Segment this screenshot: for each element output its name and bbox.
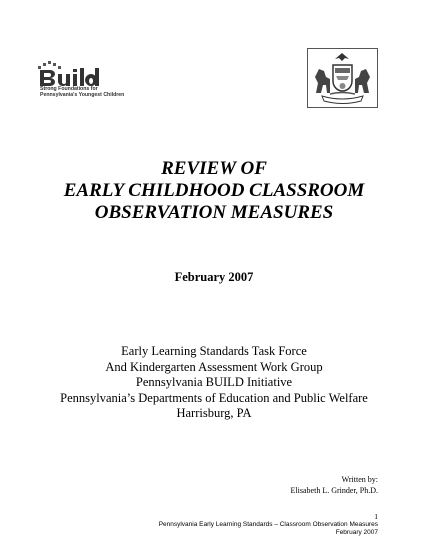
build-tagline-line2: Pennsylvania's Youngest Children [40, 92, 125, 98]
title-line-2: EARLY CHILDHOOD CLASSROOM [63, 180, 365, 201]
build-wordmark-image [34, 60, 138, 86]
author-block [291, 474, 378, 496]
author-name: Elisabeth L. Grinder, Ph.D. [290, 486, 378, 495]
organization-line: Early Learning Standards Task Force [121, 344, 307, 358]
organization-block [0, 344, 428, 422]
organization-line: Pennsylvania BUILD Initiative [135, 375, 293, 389]
build-tagline [40, 86, 138, 98]
author-label: Written by: [341, 475, 378, 484]
document-date: February 2007 [174, 270, 254, 284]
pennsylvania-seal [307, 48, 378, 108]
build-logo [34, 60, 138, 102]
organization-line: Harrisburg, PA [176, 406, 252, 420]
footer-date: February 2007 [335, 529, 378, 536]
title-line-3: OBSERVATION MEASURES [94, 202, 334, 223]
page-footer [159, 512, 378, 537]
page-number: 1 [374, 512, 378, 521]
seal-icon [308, 49, 377, 107]
footer-document-title: Pennsylvania Early Learning Standards – Classroom Observation Measures [158, 521, 378, 528]
document-title [0, 158, 428, 224]
title-line-1: REVIEW OF [161, 158, 267, 179]
organization-line: Pennsylvania’s Departments of Education and Public Welfare [60, 390, 368, 405]
organization-line: And Kindergarten Assessment Work Group [105, 359, 323, 374]
build-tagline-line1: Strong Foundations for [40, 86, 98, 92]
